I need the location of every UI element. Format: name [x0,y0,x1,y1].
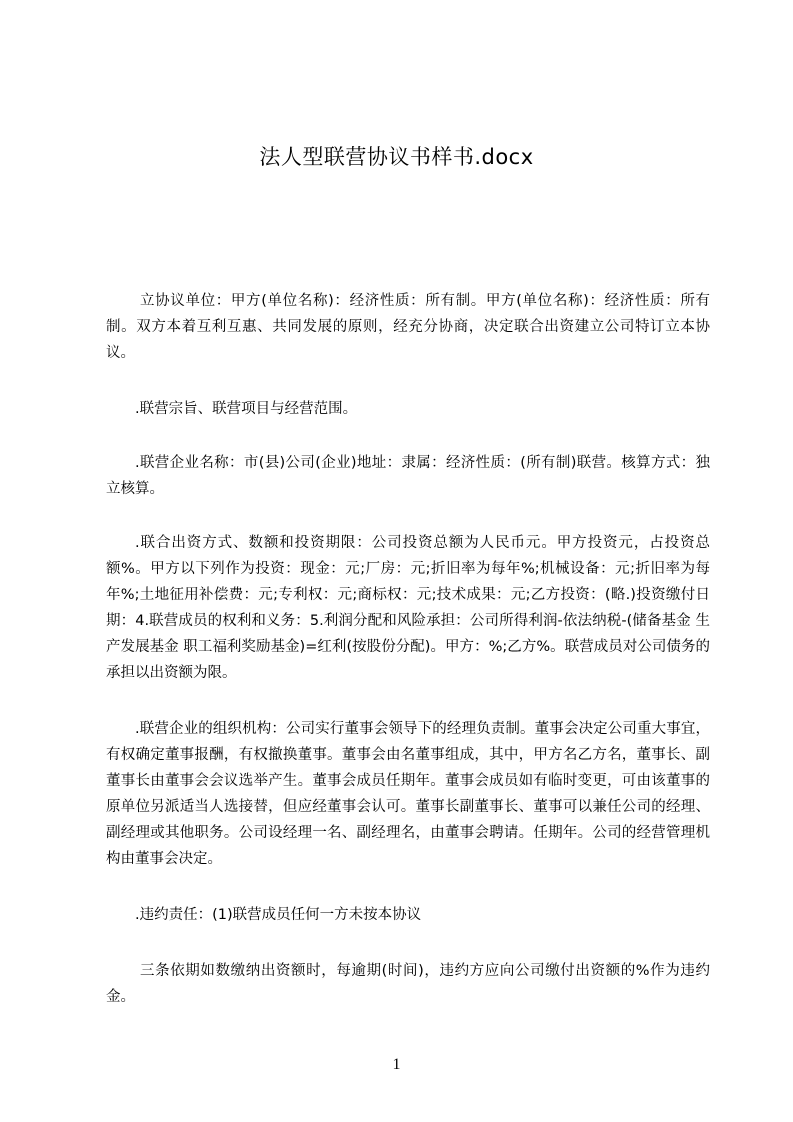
paragraph-liability: .违约责任：(1)联营成员任何一方未按本协议 [135,907,422,923]
paragraph-penalty: 三条依期如数缴纳出资额时，每逾期(时间)，违约方应向公司缴付出资额的%作为违约金。 [106,963,710,1005]
paragraph-purpose: .联营宗旨、联营项目与经营范围。 [135,401,358,417]
paragraph-parties: 立协议单位：甲方(单位名称)：经济性质：所有制。甲方(单位名称)：经济性质：所有制。双方本着互利互惠、共同发展的原则，经充分协商，决定联合出资建立公司特订立本协议。 [106,293,710,361]
paragraph-investment: .联合出资方式、数额和投资期限：公司投资总额为人民币元。甲方投资元，占投资总额%。甲方以下列作为投资：现金：元;厂房：元;折旧率为每年%;机械设备：元;折旧率为每年%;土地征用补偿费：元;专利权：元;商标权：元;技术成果：元;乙方投资：(略.)投资缴付日期：4.联营成员的权利和义务：5.利润分配和风险承担：公司所得利润-依法纳税-(储备基金 生产发展基金 职工福利奖励基金)=红利(按股份分配)。甲方：%;乙方%。联营成员对公司债务的承担以出资额为限。 [106,535,710,681]
paragraph-enterprise-name: .联营企业名称：市(县)公司(企业)地址：隶属：经济性质：(所有制)联营。核算方式：独立核算。 [106,455,710,497]
page-number: 1 [392,1056,401,1073]
paragraph-organization: .联营企业的组织机构：公司实行董事会领导下的经理负责制。董事会决定公司重大事宜，有权确定董事报酬，有权撤换董事。董事会由名董事组成，其中，甲方名乙方名，董事长、副董事长由董事会会议选举产生。董事会成员任期年。董事会成员如有临时变更，可由该董事的原单位另派适当人选接替，但应经董事会认可。董事长副董事长、董事可以兼任公司的经理、副经理或其他职务。公司设经理一名、副经理名，由董事会聘请。任期年。公司的经营管理机构由董事会决定。 [106,721,710,867]
document-title: 法人型联营协议书样书.docx [259,145,534,169]
